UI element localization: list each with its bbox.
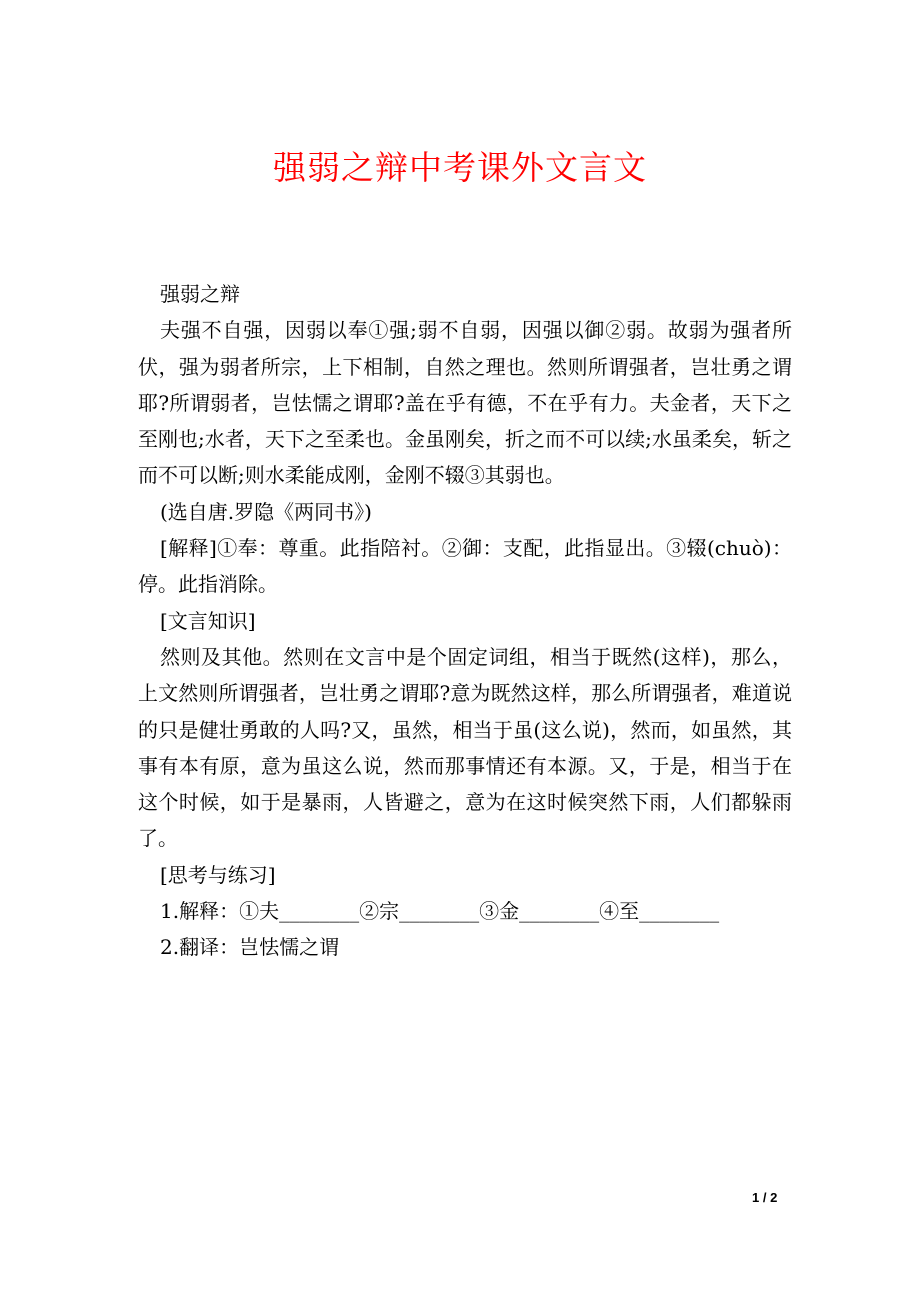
passage-heading: 强弱之辩: [160, 282, 240, 306]
page-indicator: 1 / 2: [752, 1190, 778, 1205]
passage-text: 夫强不自强，因弱以奉①强;弱不自弱，因强以御②弱。故弱为强者所伏，强为弱者所宗，上下相制，自然之理也。然则所谓强者，岂壮勇之谓耶?所谓弱者，岂怯懦之谓耶?盖在乎有德，不在乎有力。夫金者，天下之至刚也;水者，天下之至柔也。金虽刚矣，折之而不可以续;水虽柔矣，斩之而不可以断;则水柔能成刚，金刚不辍③其弱也。: [138, 318, 792, 488]
document-body: [138, 276, 792, 966]
passage-source: (选自唐.罗隐《两同书》): [160, 499, 372, 524]
document-title: 强弱之辩中考课外文言文: [273, 148, 647, 187]
exercise-2: 2.翻译：岂怯懦之谓: [160, 935, 340, 960]
section-heading-knowledge: [文言知识]: [160, 608, 256, 633]
annotations: [解释]①奉：尊重。此指陪衬。②御：支配，此指显出。③辍(chuò)：停。此指消除。: [138, 536, 792, 597]
knowledge-text: 然则及其他。然则在文言中是个固定词组，相当于既然(这样)，那么，上文然则所谓强者，岂壮勇之谓耶?意为既然这样，那么所谓强者，难道说的只是健壮勇敢的人吗?又，虽然，相当于虽(这么说)，然而，如虽然，其事有本有原，意为虽这么说，然而那事情还有本源。又，于是，相当于在这个时候，如于是暴雨，人皆避之，意为在这时候突然下雨，人们都躲雨了。: [138, 644, 792, 851]
exercise-1: 1.解释：①夫________②宗________③金________④至________: [160, 899, 720, 924]
section-heading-exercises: [思考与练习]: [160, 862, 276, 887]
